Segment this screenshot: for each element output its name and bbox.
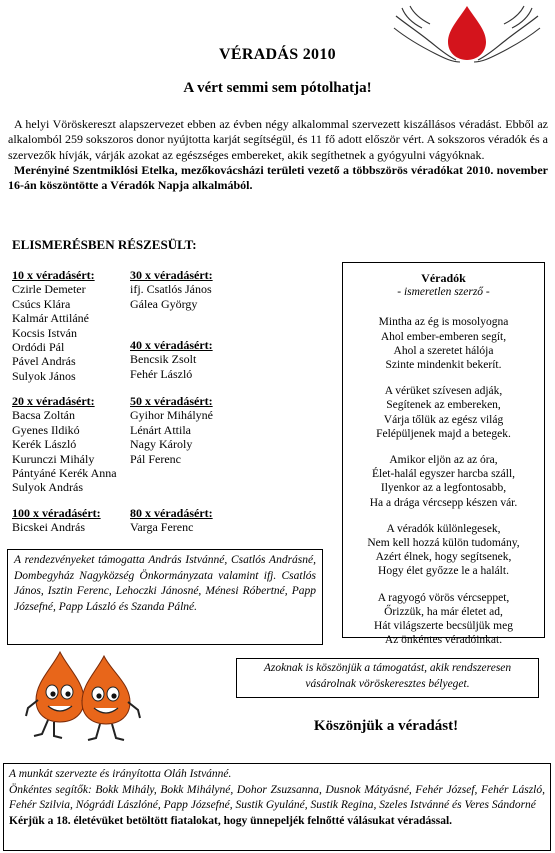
poem-line: Ahol ember-emberen segít, — [380, 330, 507, 343]
donor-name: Sulyok András — [12, 480, 84, 495]
poem-stanza — [343, 591, 544, 648]
group-10x — [12, 268, 95, 383]
donor-name: Pál Ferenc — [130, 451, 181, 466]
group-label: 30 x véradásért: — [130, 268, 213, 282]
poem-stanza — [343, 315, 544, 372]
donor-name: Kocsis István — [12, 325, 77, 340]
donor-name: Kurunczi Mihály — [12, 451, 95, 466]
poem-line: Őrizzük, ha már életet ad, — [384, 605, 503, 618]
group-40x — [130, 338, 213, 381]
poem-line: Hát világszerte becsüljük meg — [374, 620, 513, 633]
donor-name: Czirle Demeter — [12, 282, 86, 297]
donor-name: Varga Ferenc — [130, 520, 194, 535]
stamps-box — [236, 658, 539, 698]
group-label: 20 x véradásért: — [12, 394, 95, 408]
sponsors-box — [7, 549, 323, 645]
page-subtitle: A vért semmi sem pótolhatja! — [183, 80, 372, 96]
group-label: 40 x véradásért: — [130, 338, 213, 352]
poem-line: A ragyogó vörös vércseppet, — [377, 591, 510, 604]
donor-name: Kerék László — [12, 437, 77, 452]
donor-name: Gyenes Ildikó — [12, 422, 80, 437]
poem-line: Segítenek az embereken, — [386, 399, 501, 412]
stamps-text: Azoknak is köszönjük a támogatást, akik rendszeresen vásárolnak vöröskeresztes bélyeget. — [263, 662, 512, 690]
donor-name: Nagy Károly — [130, 437, 193, 452]
helpers-line: Önkéntes segítők: Bokk Mihály, Bokk Mihályné, Dohor Zsuzsanna, Dusnok Mátyásné, Fehér József, Fehér László, Fehér Szilvia, Nógrádi Lászlóné, Papp Józsefné, Sustik Gyuláné, Sustik Regina, Szeles Istvánné és Veres Sándorné — [9, 783, 545, 811]
donor-name: Kalmár Attiláné — [12, 311, 89, 326]
donor-name: Sulyok János — [12, 368, 76, 383]
poem-author: - ismeretlen szerző - — [397, 286, 490, 299]
donor-name: ifj. Csatlós János — [130, 282, 212, 297]
group-label: 100 x véradásért: — [12, 506, 101, 520]
intro-text — [8, 117, 548, 193]
poem-title: Véradók — [421, 271, 466, 285]
poem-line: A vérüket szívesen adják, — [384, 385, 503, 398]
group-label: 50 x véradásért: — [130, 394, 213, 408]
donor-name: Bencsik Zsolt — [130, 352, 197, 367]
intro-highlight: Merényiné Szentmiklósi Etelka, mezőkovácsházi területi vezető a többszörös véradókat 2010. november 16-án köszöntötte a Véradók Napja alkalmából. — [8, 162, 548, 193]
group-80x — [130, 506, 213, 535]
poem-line: Ilyenkor az a legfontosabb, — [380, 482, 507, 495]
poem-stanza — [343, 453, 544, 510]
credits-box — [3, 763, 551, 851]
poem-line: Várja tőlük az egész világ — [383, 413, 504, 426]
poem-line: Ahol a szeretet hálója — [393, 344, 494, 357]
poem-line: Mintha az ég is mosolyogna — [378, 316, 509, 329]
organizer-line: A munkát szervezte és irányította Oláh Istvánné. — [9, 768, 232, 780]
donor-name: Gyihor Mihályné — [130, 408, 213, 423]
poem-line: Hogy élet győzze le a halált. — [378, 565, 509, 578]
poem-stanza — [343, 384, 544, 441]
thanks-heading: Köszönjük a véradást! — [313, 718, 459, 734]
poem-line: Felépüljenek majd a betegek. — [376, 427, 511, 440]
group-100x — [12, 506, 101, 535]
donor-name: Ordódi Pál — [12, 340, 65, 355]
page-title: VÉRADÁS 2010 — [219, 46, 336, 63]
poem-line: A véradók különlegesek, — [386, 522, 501, 535]
group-30x — [130, 268, 213, 311]
donor-name: Bicskei András — [12, 520, 85, 535]
poem-stanza — [343, 522, 544, 579]
poem-line: Ha a drága vércsepp készen vár. — [369, 496, 518, 509]
donor-name: Pável András — [12, 354, 76, 369]
donor-name: Pántyáné Kerék Anna — [12, 466, 117, 481]
recognition-heading: ELISMERÉSBEN RÉSZESÜLT: — [12, 237, 197, 252]
blood-drop-mascots — [24, 648, 142, 744]
group-50x — [130, 394, 213, 466]
group-20x — [12, 394, 117, 495]
donor-name: Csúcs Klára — [12, 296, 71, 311]
poem-line: Azért élnek, hogy segítsenek, — [375, 551, 512, 564]
donor-name: Fehér László — [130, 366, 193, 381]
donor-name: Lénárt Attila — [130, 422, 191, 437]
poem-line: Az önkéntes véradóinkat. — [384, 634, 503, 647]
donor-name: Bacsa Zoltán — [12, 408, 75, 423]
intro-paragraph: A helyi Vöröskereszt alapszervezet ebben az évben négy alkalommal szervezett kiszállásos véradást. Ebből az alkalomból 259 sokszoros donor nyújtotta karját segítségül, és 11 fő adott először vért. A sokszoros véradók és a szervezők hívják, várják azokat az egészséges embereket, akik segíthetnek a gyógyulni vágyóknak. — [8, 117, 548, 162]
poem-line: Élet-halál egyszer harcba száll, — [371, 468, 516, 481]
poem-line: Szinte mindenkit bekerít. — [385, 359, 502, 372]
sponsors-text: A rendezvényeket támogatta András Istvánné, Csatlós Andrásné, Dombegyház Nagyközség Önkormányzata valamint ifj. Csatlós János, Isztin Ferenc, Lehoczki Jánosné, Ménesi Róbertné, Papp Józsefné, Papp László és Szanda Pálné. — [14, 554, 316, 613]
appeal-line: Kérjük a 18. életévüket betöltött fiatalokat, hogy ünnepeljék felnőtté válásukat véradással. — [9, 814, 453, 827]
poem-line: Nem kell hozzá külön tudomány, — [367, 537, 520, 550]
poem-box — [342, 262, 545, 647]
group-label: 10 x véradásért: — [12, 268, 95, 282]
poem-line: Amikor eljön az az óra, — [389, 454, 498, 467]
donor-name: Gálea György — [130, 296, 198, 311]
group-label: 80 x véradásért: — [130, 506, 213, 520]
